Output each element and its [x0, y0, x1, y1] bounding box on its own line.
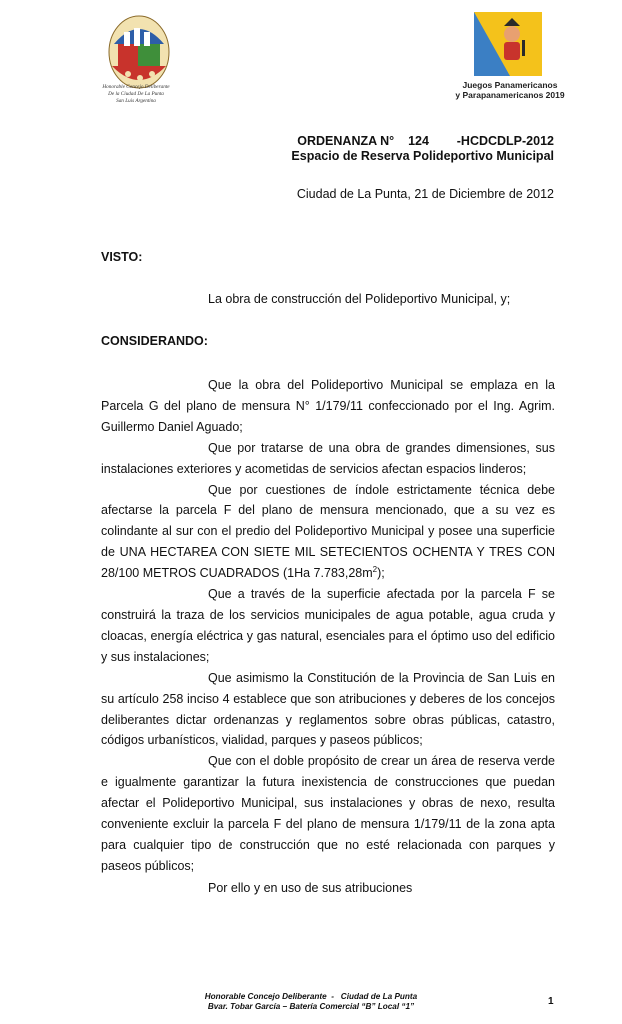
- footer-line: Honorable Concejo Deliberante - Ciudad de La Punta: [204, 992, 418, 1001]
- ordinance-title: ORDENANZA N° 124 -HCDCDLP-2012: [297, 134, 554, 148]
- paragraph: Que la obra del Polideportivo Municipal se emplaza en la Parcela G del plano de mensura N° 1/179/11 confeccionado por el Ing. Agrim. Guillermo Daniel Aguado;: [101, 378, 555, 434]
- considerando-heading: CONSIDERANDO:: [101, 334, 208, 348]
- paragraph: Que a través de la superficie afectada por la parcela F se construirá la traza de los servicios municipales de agua potable, agua cruda y cloacas, energía eléctrica y gas natural, esenciales para el óptimo uso del edificio y sus instalaciones;: [101, 587, 555, 664]
- visto-heading: VISTO:: [101, 250, 143, 264]
- ordinance-header: [291, 134, 554, 164]
- closing-line: Por ello y en uso de sus atribuciones: [208, 881, 413, 895]
- page-number: 1: [548, 996, 554, 1007]
- area-superscript: 2: [372, 565, 378, 574]
- footer-line: Bvar. Tobar García – Batería Comercial “B” Local “1”: [207, 1002, 415, 1011]
- paragraph: Que con el doble propósito de crear un área de reserva verde e igualmente garantizar la futura inexistencia de construcciones que puedan afectar el Polideportivo Municipal, sus instalaciones y obras de nexo, resulta conveniente excluir la parcela F del plano de mensura 1/179/11 de la zona apta para cualquier tipo de construcción que no esté relacionada con parques y paseos públicos;: [101, 754, 555, 873]
- visto-body: La obra de construcción del Polideportivo Municipal, y;: [208, 292, 511, 306]
- council-logo-caption: Honorable Concejo Deliberante De la Ciudad De La Punta San Luis Argentina: [102, 84, 170, 104]
- paragraph: Que por tratarse de una obra de grandes dimensiones, sus instalaciones exteriores y acometidas de servicios afectan espacios linderos;: [101, 440, 555, 476]
- considerando-body: [101, 375, 555, 877]
- page-footer: [0, 992, 622, 1012]
- paragraph: Que por cuestiones de índole estrictamente técnica debe afectarse la parcela F del plano de mensura mencionado, que a su vez es colindante al sur con el predio del Polideportivo Municipal y posee una superficie de UNA HECTAREA CON SIETE MIL SETECIENTOS OCHENTA Y TRES CON 28/100 METROS CUADRADOS (1Ha $7.783,28m^2$);: [101, 482, 555, 581]
- paragraph: Que asimismo la Constitución de la Provincia de San Luis en su artículo 258 inciso 4 establece que son atribuciones y deberes de los concejos deliberantes dictar ordenanzas y reglamentos sobre obras públicas, catastro, códigos urbanísticos, vialidad, parques y paseos públicos;: [101, 670, 555, 748]
- date-line: Ciudad de La Punta, 21 de Diciembre de 2012: [296, 187, 554, 201]
- ordinance-subtitle: Espacio de Reserva Polideportivo Municipal: [291, 149, 554, 163]
- panamerican-games-caption: Juegos Panamericanos y Parapanamericanos 2019: [455, 80, 565, 100]
- panamerican-games-logo: [470, 10, 546, 80]
